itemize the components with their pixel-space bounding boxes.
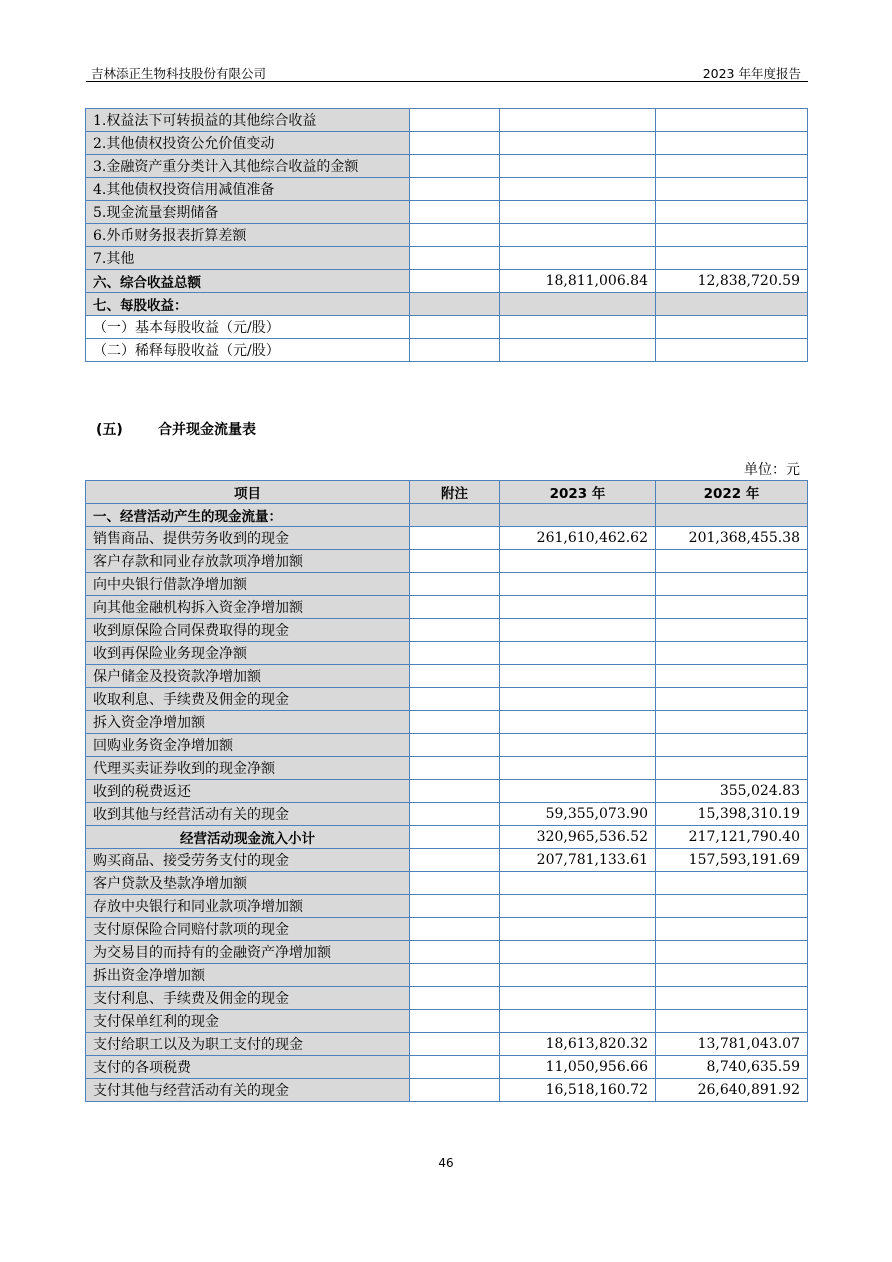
cell-y2022 — [656, 734, 808, 757]
cell-note — [410, 596, 500, 619]
cell-item: 客户贷款及垫款净增加额 — [86, 872, 410, 895]
cell-note — [410, 688, 500, 711]
table-row — [86, 109, 808, 132]
cell-y2022 — [656, 178, 808, 201]
cell-note — [410, 178, 500, 201]
cell-note — [410, 550, 500, 573]
cell-item: 七、每股收益： — [86, 293, 410, 316]
cell-y2022 — [656, 941, 808, 964]
header-report-title: 2023 年年度报告 — [702, 66, 801, 81]
table-row — [86, 1033, 808, 1056]
table-row — [86, 688, 808, 711]
cell-item: 为交易目的而持有的金融资产净增加额 — [86, 941, 410, 964]
table-row — [86, 132, 808, 155]
cell-item: 经营活动现金流入小计 — [86, 826, 410, 849]
cell-y2022 — [656, 247, 808, 270]
cell-y2023 — [500, 987, 656, 1010]
cell-y2023 — [500, 757, 656, 780]
cell-item: 2.其他债权投资公允价值变动 — [86, 132, 410, 155]
cell-note — [410, 803, 500, 826]
cell-item: 代理买卖证券收到的现金净额 — [86, 757, 410, 780]
cell-y2022: 157,593,191.69 — [656, 849, 808, 872]
cell-y2023 — [500, 872, 656, 895]
cell-item: 拆入资金净增加额 — [86, 711, 410, 734]
cell-y2023 — [500, 109, 656, 132]
cell-note — [410, 109, 500, 132]
cell-y2023 — [500, 780, 656, 803]
cell-note — [410, 895, 500, 918]
table-row — [86, 757, 808, 780]
cell-y2022 — [656, 504, 808, 527]
table-row — [86, 803, 808, 826]
cell-item: 支付的各项税费 — [86, 1056, 410, 1079]
cell-note — [410, 339, 500, 362]
cell-y2023: 59,355,073.90 — [500, 803, 656, 826]
cell-y2023: 261,610,462.62 — [500, 527, 656, 550]
cell-note — [410, 619, 500, 642]
cell-y2022 — [656, 573, 808, 596]
cell-y2022 — [656, 109, 808, 132]
header-company: 吉林添正生物科技股份有限公司 — [91, 66, 267, 81]
cash-flow-table — [85, 480, 808, 1102]
cell-y2022: 15,398,310.19 — [656, 803, 808, 826]
cell-note — [410, 918, 500, 941]
cell-y2022 — [656, 895, 808, 918]
cell-note — [410, 849, 500, 872]
table-row — [86, 178, 808, 201]
cell-y2022 — [656, 201, 808, 224]
cell-item: （二）稀释每股收益（元/股） — [86, 339, 410, 362]
cell-note — [410, 504, 500, 527]
cell-note — [410, 757, 500, 780]
cell-note — [410, 527, 500, 550]
cell-note — [410, 1056, 500, 1079]
table-row — [86, 1010, 808, 1033]
cell-item: 支付保单红利的现金 — [86, 1010, 410, 1033]
table-row — [86, 711, 808, 734]
table-row — [86, 224, 808, 247]
cell-item: 收到的税费返还 — [86, 780, 410, 803]
table-row — [86, 665, 808, 688]
cell-y2023: 18,811,006.84 — [500, 270, 656, 293]
cell-y2023 — [500, 964, 656, 987]
comprehensive-income-table — [85, 108, 808, 362]
cell-y2022 — [656, 872, 808, 895]
cell-note — [410, 316, 500, 339]
page-number: 46 — [438, 1156, 454, 1170]
table-row — [86, 780, 808, 803]
header-note: 附注 — [410, 481, 500, 504]
cell-y2023 — [500, 224, 656, 247]
cell-y2023 — [500, 711, 656, 734]
table-row — [86, 872, 808, 895]
cell-item: 支付利息、手续费及佣金的现金 — [86, 987, 410, 1010]
cell-y2022 — [656, 642, 808, 665]
table-row — [86, 247, 808, 270]
cell-y2023 — [500, 619, 656, 642]
table-row — [86, 573, 808, 596]
table-header-row — [86, 481, 808, 504]
cell-note — [410, 247, 500, 270]
cell-y2022 — [656, 155, 808, 178]
cell-y2023 — [500, 941, 656, 964]
table-row — [86, 201, 808, 224]
cell-item: 销售商品、提供劳务收到的现金 — [86, 527, 410, 550]
table-row — [86, 849, 808, 872]
cell-y2023 — [500, 665, 656, 688]
cell-y2022: 12,838,720.59 — [656, 270, 808, 293]
table-row — [86, 293, 808, 316]
cell-item: 收到其他与经营活动有关的现金 — [86, 803, 410, 826]
cell-y2022: 13,781,043.07 — [656, 1033, 808, 1056]
section-heading — [96, 419, 256, 439]
table-row — [86, 550, 808, 573]
cell-item: 1.权益法下可转损益的其他综合收益 — [86, 109, 410, 132]
cell-y2022 — [656, 596, 808, 619]
cell-y2022: 355,024.83 — [656, 780, 808, 803]
cell-y2023 — [500, 504, 656, 527]
cell-y2023 — [500, 734, 656, 757]
cell-note — [410, 941, 500, 964]
cell-item: 3.金融资产重分类计入其他综合收益的金额 — [86, 155, 410, 178]
cell-note — [410, 155, 500, 178]
cell-item: 拆出资金净增加额 — [86, 964, 410, 987]
cell-item: 7.其他 — [86, 247, 410, 270]
cell-item: 6.外币财务报表折算差额 — [86, 224, 410, 247]
cell-y2022: 201,368,455.38 — [656, 527, 808, 550]
cell-y2022 — [656, 757, 808, 780]
cell-y2022: 217,121,790.40 — [656, 826, 808, 849]
cell-y2023 — [500, 316, 656, 339]
table-row — [86, 155, 808, 178]
cell-y2023 — [500, 339, 656, 362]
cell-item: 保户储金及投资款净增加额 — [86, 665, 410, 688]
cell-item: 支付给职工以及为职工支付的现金 — [86, 1033, 410, 1056]
cell-note — [410, 964, 500, 987]
cell-y2022 — [656, 987, 808, 1010]
cell-note — [410, 711, 500, 734]
cell-item: 支付原保险合同赔付款项的现金 — [86, 918, 410, 941]
cell-y2022 — [656, 1010, 808, 1033]
header-2023: 2023 年 — [500, 481, 656, 504]
cell-y2023: 18,613,820.32 — [500, 1033, 656, 1056]
cell-item: 存放中央银行和同业款项净增加额 — [86, 895, 410, 918]
cell-note — [410, 826, 500, 849]
table-row — [86, 941, 808, 964]
cell-y2022 — [656, 665, 808, 688]
cell-item: 收到再保险业务现金净额 — [86, 642, 410, 665]
cell-note — [410, 132, 500, 155]
cell-y2023 — [500, 688, 656, 711]
table-row — [86, 619, 808, 642]
cell-y2023 — [500, 642, 656, 665]
cell-note — [410, 734, 500, 757]
cell-note — [410, 293, 500, 316]
cell-note — [410, 665, 500, 688]
cell-y2023: 320,965,536.52 — [500, 826, 656, 849]
cell-note — [410, 987, 500, 1010]
cell-y2023: 11,050,956.66 — [500, 1056, 656, 1079]
cell-note — [410, 270, 500, 293]
cell-y2022: 8,740,635.59 — [656, 1056, 808, 1079]
header-divider — [86, 81, 808, 82]
cell-y2023 — [500, 178, 656, 201]
table-row — [86, 270, 808, 293]
table-row — [86, 1079, 808, 1102]
cell-y2023 — [500, 1010, 656, 1033]
table-row — [86, 596, 808, 619]
cell-y2022 — [656, 550, 808, 573]
cell-note — [410, 780, 500, 803]
cell-note — [410, 642, 500, 665]
table-row — [86, 316, 808, 339]
table-row — [86, 964, 808, 987]
cell-item: 4.其他债权投资信用减值准备 — [86, 178, 410, 201]
cell-y2022 — [656, 918, 808, 941]
cell-y2023 — [500, 573, 656, 596]
cell-y2022 — [656, 132, 808, 155]
cell-item: 支付其他与经营活动有关的现金 — [86, 1079, 410, 1102]
table-row — [86, 504, 808, 527]
table-row — [86, 642, 808, 665]
cell-y2022 — [656, 711, 808, 734]
cell-note — [410, 872, 500, 895]
cell-item: 收取利息、手续费及佣金的现金 — [86, 688, 410, 711]
table-row — [86, 339, 808, 362]
cell-y2022 — [656, 224, 808, 247]
cell-note — [410, 1010, 500, 1033]
cell-y2022 — [656, 964, 808, 987]
cell-note — [410, 1079, 500, 1102]
cell-item: 收到原保险合同保费取得的现金 — [86, 619, 410, 642]
cell-y2022 — [656, 619, 808, 642]
table-row — [86, 734, 808, 757]
cell-y2022 — [656, 293, 808, 316]
table-row — [86, 987, 808, 1010]
cell-y2023: 16,518,160.72 — [500, 1079, 656, 1102]
cell-y2023 — [500, 201, 656, 224]
cell-item: 向中央银行借款净增加额 — [86, 573, 410, 596]
cell-y2023 — [500, 550, 656, 573]
cell-item: 向其他金融机构拆入资金净增加额 — [86, 596, 410, 619]
cell-y2023 — [500, 918, 656, 941]
cell-y2023 — [500, 293, 656, 316]
cell-y2023 — [500, 247, 656, 270]
cell-item: 六、综合收益总额 — [86, 270, 410, 293]
header-item: 项目 — [86, 481, 410, 504]
cell-item: 购买商品、接受劳务支付的现金 — [86, 849, 410, 872]
cell-y2022 — [656, 688, 808, 711]
table-row — [86, 826, 808, 849]
cell-item: 客户存款和同业存放款项净增加额 — [86, 550, 410, 573]
cell-y2022 — [656, 316, 808, 339]
cell-y2022 — [656, 339, 808, 362]
section-title: 合并现金流量表 — [158, 422, 256, 438]
cell-y2023 — [500, 155, 656, 178]
cell-item: （一）基本每股收益（元/股） — [86, 316, 410, 339]
cell-item: 回购业务资金净增加额 — [86, 734, 410, 757]
cell-note — [410, 201, 500, 224]
cell-note — [410, 573, 500, 596]
section-number: (五) — [96, 422, 123, 438]
cell-note — [410, 224, 500, 247]
cell-y2022: 26,640,891.92 — [656, 1079, 808, 1102]
cell-y2023 — [500, 895, 656, 918]
table-row — [86, 895, 808, 918]
cell-y2023 — [500, 596, 656, 619]
cell-y2023 — [500, 132, 656, 155]
cell-note — [410, 1033, 500, 1056]
unit-label: 单位：元 — [744, 462, 800, 478]
header-2022: 2022 年 — [656, 481, 808, 504]
table-row — [86, 1056, 808, 1079]
cell-item: 一、经营活动产生的现金流量： — [86, 504, 410, 527]
cell-item: 5.现金流量套期储备 — [86, 201, 410, 224]
table-row — [86, 918, 808, 941]
table-row — [86, 527, 808, 550]
cell-y2023: 207,781,133.61 — [500, 849, 656, 872]
